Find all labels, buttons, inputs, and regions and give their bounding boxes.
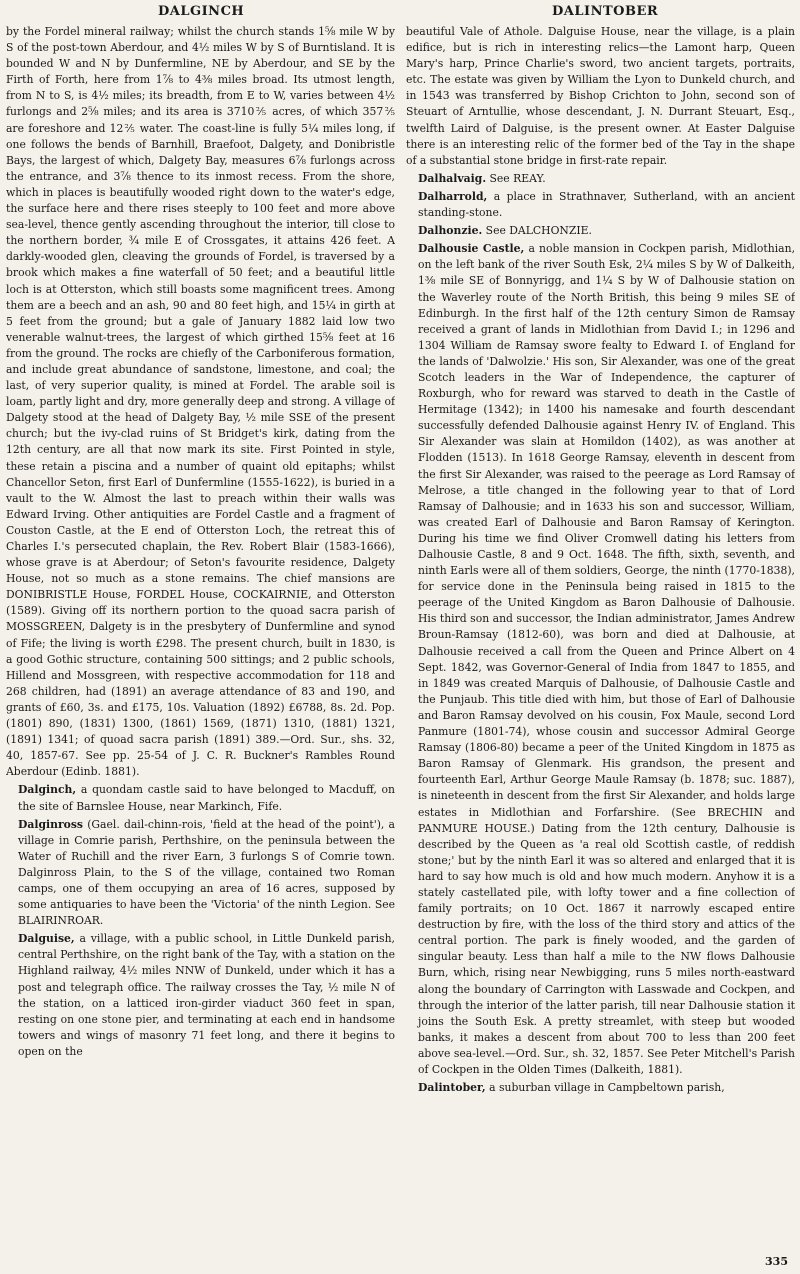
entry-text: a village, with a public school, in Little Dunkeld parish, central Perthshire, on the right bank of the Tay, with a station on the Highland railway, 4½ miles NNW of Dunkeld, under which it has a post and telegraph office. The railway crosses the Tay, ½ mile N of the station, on a latticed iron-girder viaduct 360 feet in span, resting on one stone pier, and terminating at each end in handsome towers and wings of masonry 71 feet long, and there it begins to open on the: [18, 932, 395, 1058]
entry-text: beautiful Vale of Athole. Dalguise House, near the village, is a plain edifice, but is rich in interesting relics—the Lamont harp, Queen Mary's harp, Prince Charlie's sword, two ancient targets, portraits, etc. The estate was given by William the Lyon to Dunkeld church, and in 1543 was transferred by Bishop Crichton to John, second son of Steuart of Arntullie, whose descendant, J. N. Durrant Steuart, Esq., twelfth Laird of Dalguise, is the present owner. At Easter Dalguise there is an interesting relic of the former bed of the Tay in the shape of a substantial stone bridge in first-rate repair.: [406, 25, 795, 167]
entry-text: a quondam castle said to have belonged to Macduff, on the site of Barnslee House, near Markinch, Fife.: [18, 783, 395, 813]
entry-dalhonzie: [406, 223, 795, 239]
entry-dalhalvaig: [406, 171, 795, 187]
entry-text: by the Fordel mineral railway; whilst the church stands 1⅝ mile W by S of the post-town Aberdour, and 4½ miles W by S of Burntisland. It is bounded W and N by Dunfermline, NE by Aberdour, and SE by the Firth of Forth, here from 1⅞ to 4⅜ miles broad. Its utmost length, from N to S, is 4½ miles; its breadth, from E to W, varies between 4½ furlongs and 2⅝ miles; and its area is 3710⅖ acres, of which 357⅖ are foreshore and 12⅖ water. The coast-line is fully 5¼ miles long, if one follows the bends of Barnhill, Braefoot, Dalgety, and Donibristle Bays, the largest of which, Dalgety Bay, measures 6⅞ furlongs across the entrance, and 3⅞ thence to its inmost recess. From the shore, which in places is beautifully wooded right down to the water's edge, the surface here and there rises steeply to 100 feet and more above sea-level, thence gently ascending throughout the interior, till close to the northern border, ¾ mile E of Crossgates, it attains 426 feet. A darkly-wooded glen, cleaving the grounds of Fordel, is traversed by a brook which makes a fine waterfall of 50 feet; and a beautiful little loch is at Otterston, which still boasts some magnificent trees. Among them are a beech and an ash, 90 and 80 feet high, and 15¼ in girth at 5 feet from the ground; but a gale of January 1882 laid low two venerable walnut-trees, the largest of which girthed 15⅝ feet at 16 from the ground. The rocks are chiefly of the Carboniferous formation, and include great abundance of sandstone, limestone, and coal; the last, of very superior quality, is mined at Fordel. The arable soil is loam, partly light and dry, more generally deep and strong. A village of Dalgety stood at the head of Dalgety Bay, ½ mile SSE of the present church; but the ivy-clad ruins of St Bridget's kirk, dating from the 12th century, are all that now mark its site. First Pointed in style, these retain a piscina and a number of quaint old epitaphs; whilst Chancellor Seton, first Earl of Dunfermline (1555-1622), is buried in a vault to the W. Almost the last to preach within their walls was Edward Irving. Other antiquities are Fordel Castle and a fragment of Couston Castle, at the E end of Otterston Loch, the retreat this of Charles I.'s persecuted chaplain, the Rev. Robert Blair (1583-1666), whose grave is at Aberdour; of Seton's favourite residence, Dalgety House, not so much as a stone remains. The chief mansions are DONIBRISTLE House, FORDEL House, COCKAIRNIE, and Otterston (1589). Giving off its northern portion to the quoad sacra parish of MOSSGREEN, Dalgety is in the presbytery of Dunfermline and synod of Fife; the living is worth £298. The present church, built in 1830, is a good Gothic structure, containing 500 sittings; and 2 public schools, Hillend and Mossgreen, with respective accommodation for 118 and 268 children, had (1891) an average attendance of 83 and 190, and grants of £60, 3s. and £175, 10s. Valuation (1892) £6788, 8s. 2d. Pop. (1801) 890, (1831) 1300, (1861) 1569, (1871) 1310, (1881) 1321, (1891) 1341; of quoad sacra parish (1891) 389.—Ord. Sur., shs. 32, 40, 1857-67. See pp. 25-54 of J. C. R. Buckner's Rambles Round Aberdour (Edinb. 1881).: [6, 25, 395, 779]
page-number: 335: [765, 1255, 788, 1268]
entry-text: a place in Strathnaver, Sutherland, with an ancient standing-stone.: [418, 189, 795, 220]
entry-headword: Dalginross: [18, 817, 84, 831]
entry-dalginch: [6, 782, 395, 814]
entry-headword: Dalginch,: [18, 783, 77, 797]
entry-headword: Dalhousie Castle,: [418, 242, 525, 256]
entry-headword: Dalhalvaig.: [418, 171, 487, 185]
entry-dalgety-continued: [6, 24, 395, 780]
entry-text: (Gael. dail-chinn-rois, 'field at the head of the point'), a village in Comrie parish, Perthshire, on the peninsula between the Water of Ruchill and the river Earn, 3 furlongs S of Comrie town. Dalginross Plain, to the S of the village, contained two Roman camps, one of them occupying an area of 16 acres, supposed by some antiquaries to have been the 'Victoria' of the ninth Legion. See BLAIRINROAR.: [18, 817, 395, 928]
entry-headword: Dalhonzie.: [418, 224, 483, 238]
entry-headword: Dalharrold,: [418, 189, 488, 203]
entry-dalintober: [406, 1080, 795, 1096]
entry-dalguise-continued: [406, 24, 795, 169]
entry-text: a noble mansion in Cockpen parish, Midlothian, on the left bank of the river South Esk, 2¼ miles S by W of Dalkeith, 1⅜ mile SE of Bonnyrigg, and 1¼ S by W of Dalhousie station on the Waverley route of the North British, this being 9 miles SE of Edinburgh. In the first half of the 12th century Simon de Ramsay received a grant of lands in Midlothian from David I.; in 1296 and 1304 William de Ramsay swore fealty to Edward I. of England for the lands of 'Dalwolzie.' His son, Sir Alexander, was one of the great Scotch leaders in the War of Independence, the capturer of Roxburgh, who for reward was starved to death in the Castle of Hermitage (1342); in 1400 his namesake and fourth descendant successfully defended Dalhousie against Henry IV. of England. This Sir Alexander was slain at Homildon (1402), as was another at Flodden (1513). In 1618 George Ramsay, eleventh in descent from the first Sir Alexander, was raised to the peerage as Lord Ramsay of Melrose, a title changed in the following year to that of Lord Ramsay of Dalhousie; and in 1633 his son and successor, William, was created Earl of Dalhousie and Baron Ramsay of Kerington. During his time we find Oliver Cromwell dating his letters from Dalhousie Castle, 8 and 9 Oct. 1648. The fifth, sixth, seventh, and ninth Earls were all of them soldiers, George, the ninth (1770-1838), for service done in the Peninsula being raised in 1815 to the peerage of the United Kingdom as Baron Dalhousie of Dalhousie. His third son and successor, the Indian administrator, James Andrew Broun-Ramsay (1812-60), was born and died at Dalhousie, at Dalhousie received a call from the Queen and Prince Albert on 4 Sept. 1842, was Governor-General of India from 1847 to 1855, and in 1849 was created Marquis of Dalhousie, of Dalhousie Castle and the Punjaub. This title died with him, but those of Earl of Dalhousie and Baron Ramsay devolved on his cousin, Fox Maule, second Lord Panmure (1801-74), whose cousin and successor Admiral George Ramsay (1806-80) became a peer of the United Kingdom in 1875 as Baron Ramsay of Glenmark. His grandson, the present and fourteenth Earl, Arthur George Maule Ramsay (b. 1878; suc. 1887), is nineteenth in descent from the first Sir Alexander, and holds large estates in Midlothian and Forfarshire. (See BRECHIN and PANMURE HOUSE.) Dating from the 12th century, Dalhousie is described by the Queen as 'a real old Scottish castle, of reddish stone;' but by the ninth Earl it was so altered and enlarged that it is hard to say how much is old and how much modern. Anyhow it is a stately castellated pile, with lofty tower and a fine collection of family portraits; on 10 Oct. 1867 it narrowly escaped entire destruction by fire, with the loss of the third story and attics of the central portion. The park is finely wooded, and the garden of singular beauty. Less than half a mile to the NW flows Dalhousie Burn, which, rising near Newbigging, runs 5 miles north-eastward along the boundary of Carrington with Lasswade and Cockpen, and through the interior of the latter parish, till near Dalhousie station it joins the South Esk. A pretty streamlet, with steep but wooded banks, it makes a descent from about 700 to less than 200 feet above sea-level.—Ord. Sur., sh. 32, 1857. See Peter Mitchell's Parish of Cockpen in the Olden Times (Dalkeith, 1881).: [418, 242, 795, 1076]
entry-headword: Dalintober,: [418, 1081, 486, 1095]
left-column: [6, 24, 395, 1254]
entry-dalginross: [6, 817, 395, 930]
entry-dalguise: [6, 931, 395, 1060]
running-head-left: DALGINCH: [158, 4, 245, 19]
running-head-right: DALINTOBER: [552, 4, 659, 19]
entry-headword: Dalguise,: [18, 932, 75, 946]
entry-text: See REAY.: [486, 171, 546, 185]
entry-dalhousie-castle: [406, 241, 795, 1078]
entry-text: a suburban village in Campbeltown parish,: [485, 1081, 725, 1095]
entry-text: See DALCHONZIE.: [482, 224, 592, 238]
right-column: [406, 24, 795, 1254]
entry-dalharrold: [406, 189, 795, 221]
